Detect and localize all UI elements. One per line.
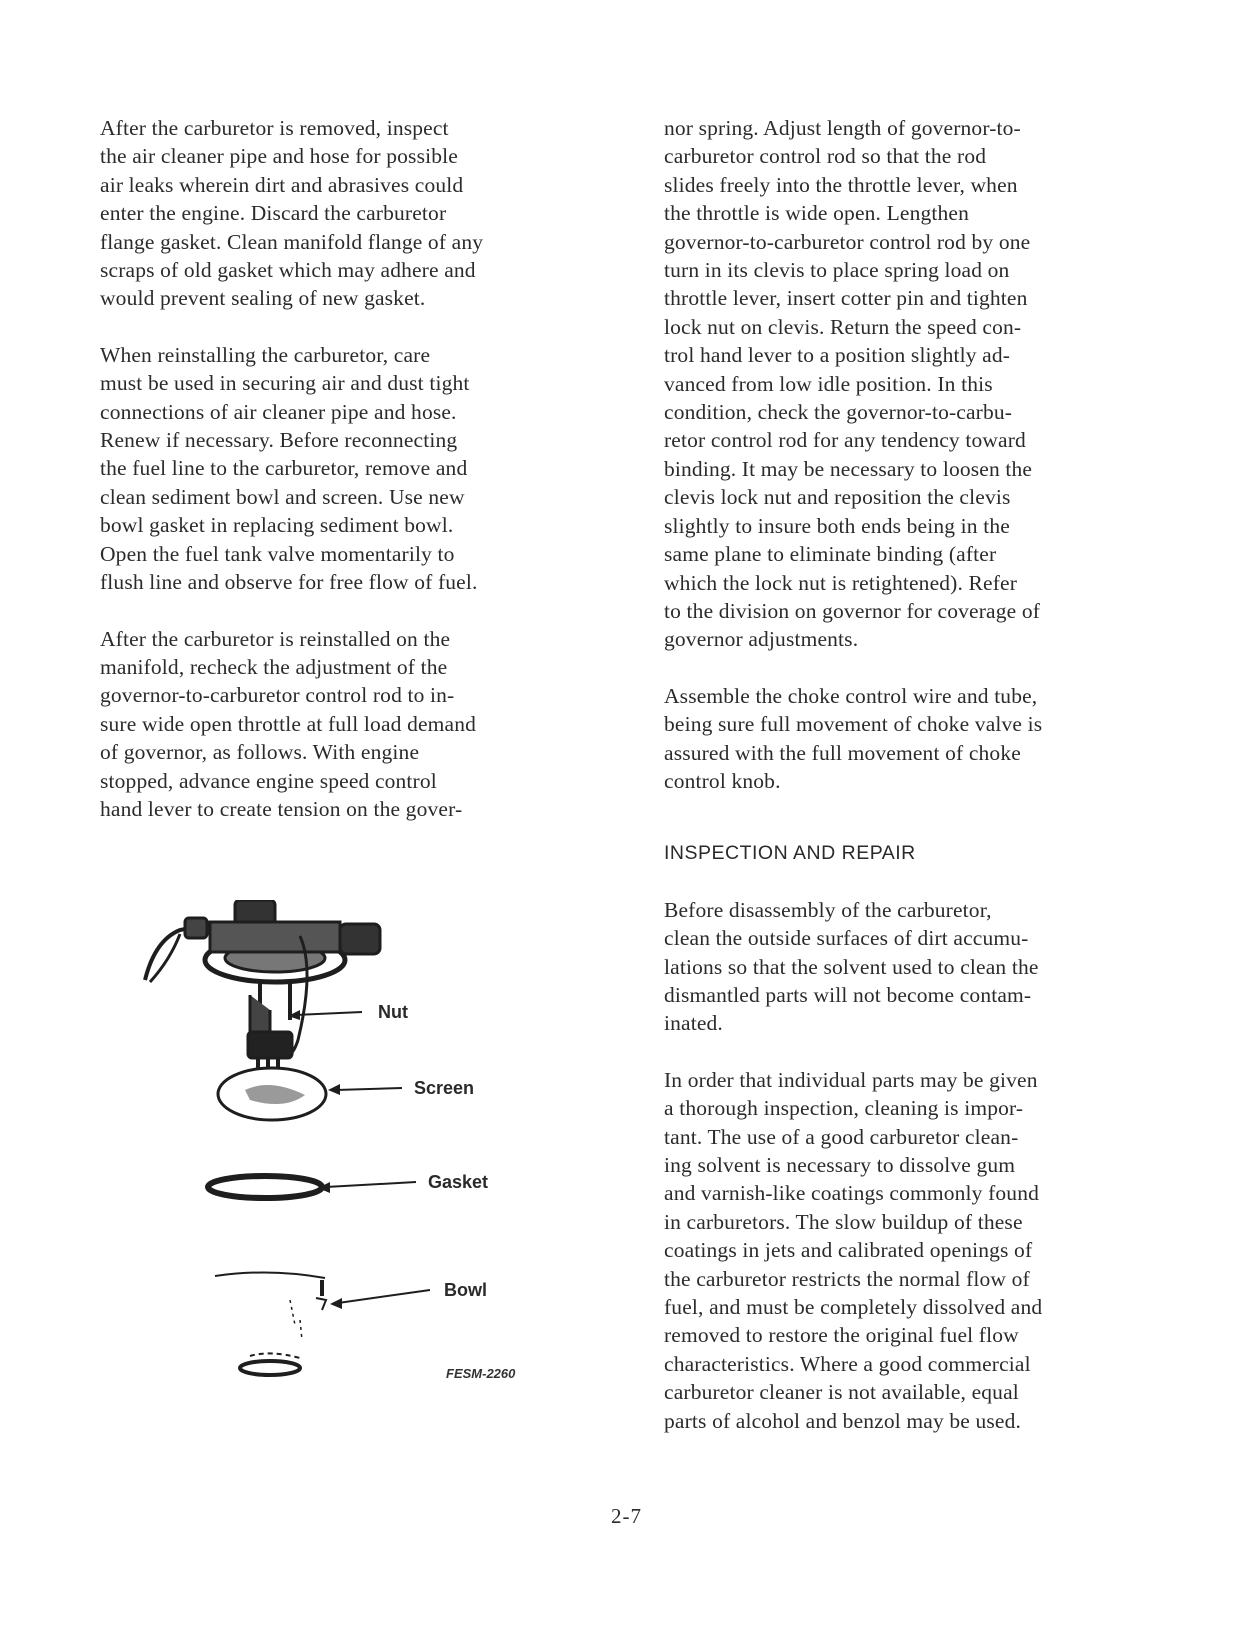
left-paragraph-3: After the carburetor is reinstalled on the manifold, recheck the adjustment of the governor-to-carburetor control rod to in- sure wide open throttle at full load demand of governor, as follows. With engine stopped, advance engine speed control hand lever to create tension on the gover- [100, 626, 477, 821]
screen-arrowhead [328, 1084, 340, 1095]
right-paragraph-3: Before disassembly of the carburetor, clean the outside surfaces of dirt accumu- lations so that the solvent used to clean the dismantled parts will not become contam- inated. [664, 897, 1039, 1036]
left-paragraph-2: When reinstalling the carburetor, care must be used in securing air and dust tight connections of air cleaner pipe and hose. Renew if necessary. Before reconnecting the fuel line to the carburetor, remove and clean sediment bowl and screen. Use new bowl gasket in replacing sediment bowl. Open the fuel tank valve momentarily to flush line and observe for free flow of fuel. [100, 342, 478, 595]
left-paragraph-1: After the carburetor is removed, inspect the air cleaner pipe and hose for possible air leaks wherein dirt and abrasives could enter the engine. Discard the carburetor flange gasket. Clean manifold flange of any scraps of old gasket which may adhere and would prevent sealing of new gasket. [100, 116, 484, 311]
gasket-label: Gasket [428, 1172, 489, 1192]
gasket-leader-line [326, 1182, 416, 1187]
right-paragraph-1: nor spring. Adjust length of governor-to- carburetor control rod so that the rod slides freely into the throttle lever, when the throttle is wide open. Lengthen governor-to-carburetor control rod by one turn in its clevis to place spring load on throttle lever, insert cotter pin and tighten lock nut on clevis. Return the speed con- trol hand lever to a position slightly ad- vanced from low idle position. In this condition, check the governor-to-carbu- retor control rod for any tendency toward binding. It may be necessary to loosen the clevis lock nut and reposition the clevis slightly to insure both ends being in the same plane to eliminate binding (after which the lock nut is retightened). Refer to the division on governor for coverage of governor adjustments. [664, 116, 1041, 652]
left-column [100, 114, 600, 851]
nut-label: Nut [378, 1002, 408, 1022]
gasket-drawing [208, 1176, 322, 1198]
section-heading: INSPECTION AND REPAIR [664, 842, 916, 865]
bowl-arrowhead [330, 1298, 342, 1309]
right-paragraph-2: Assemble the choke control wire and tube, being sure full movement of choke valve is assured with the full movement of choke control knob. [664, 683, 1043, 793]
figure-code: FESM-2260 [446, 1366, 516, 1381]
screen-label: Screen [414, 1078, 475, 1098]
sediment-bowl-exploded-figure [140, 900, 560, 1440]
page-number: 2-7 [611, 1504, 642, 1528]
bowl-leader-line [338, 1290, 430, 1303]
strainer-body-drawing [145, 900, 380, 1080]
exploded-view-illustration [140, 900, 560, 1440]
screen-leader-line [336, 1088, 402, 1090]
bowl-drawing [215, 1272, 326, 1375]
right-paragraph-4: In order that individual parts may be given a thorough inspection, cleaning is impor- tant. The use of a good carburetor clean- ing solvent is necessary to dissolve gum and varnish-like coatings commonly found in carburetors. The slow buildup of these coatings in jets and calibrated openings of the carburetor restricts the normal flow of fuel, and must be completely dissolved and removed to restore the original fuel flow characteristics. Where a good commercial carburetor cleaner is not available, equal parts of alcohol and benzol may be used. [664, 1067, 1043, 1433]
right-column [664, 114, 1174, 1463]
bowl-label: Bowl [444, 1280, 487, 1300]
